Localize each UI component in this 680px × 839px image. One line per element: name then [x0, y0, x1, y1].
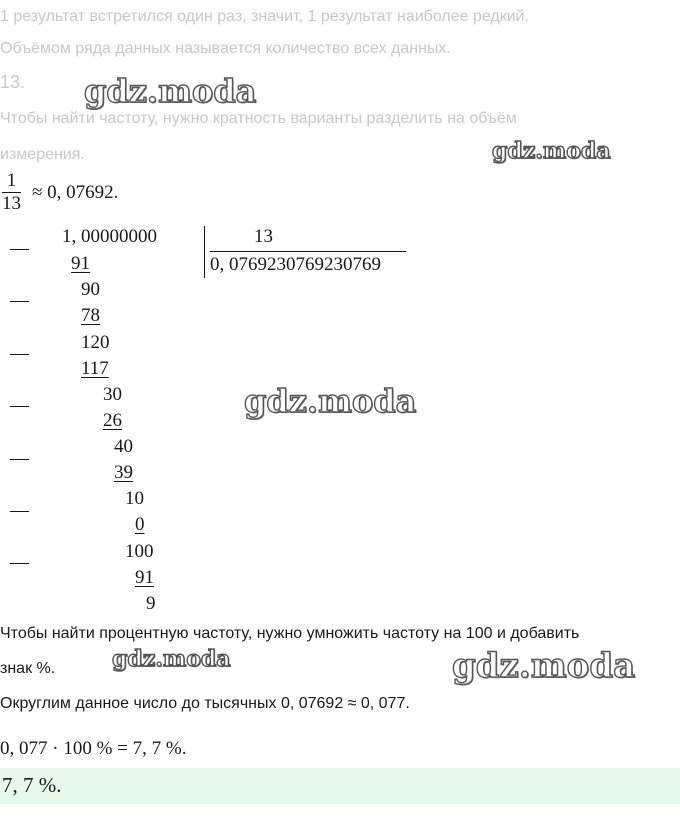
division-vertical-bar	[204, 226, 205, 278]
division-step: 90	[81, 279, 100, 300]
approx-value: ≈ 0, 07692.	[32, 182, 119, 203]
minus-sign-5: —	[10, 448, 29, 469]
task-number: 13.	[0, 72, 26, 92]
answer-value: 7, 7 %.	[2, 773, 62, 797]
division-step: 91	[71, 253, 90, 274]
division-step: 40	[114, 436, 133, 457]
division-step: 91	[135, 567, 154, 588]
division-step: 78	[81, 305, 100, 326]
division-step: 117	[81, 358, 109, 379]
division-quotient: 0, 0769230769230769	[210, 254, 381, 275]
division-step: 0	[135, 514, 145, 535]
division-step: 39	[114, 462, 133, 483]
watermark-logo: gdz.moda	[452, 646, 636, 686]
intro-line-1: 1 результат встретился один раз, значит, 1 результат наиболее редкий.	[0, 8, 530, 25]
watermark-logo: gdz.moda	[84, 72, 257, 110]
fraction-numerator: 1	[2, 170, 21, 193]
division-step: 100	[125, 541, 154, 562]
intro-line-4: измерения.	[0, 146, 85, 163]
division-step: 10	[125, 488, 144, 509]
intro-line-3: Чтобы найти частоту, нужно кратность варианты разделить на объём	[0, 110, 517, 127]
division-step: 120	[81, 332, 110, 353]
minus-sign-4: —	[10, 395, 29, 416]
division-step: 9	[146, 593, 156, 614]
rounding-line: Округлим данное число до тысячных 0, 07692 ≈ 0, 077.	[0, 695, 410, 712]
minus-sign-2: —	[10, 290, 29, 311]
minus-sign-6: —	[10, 500, 29, 521]
minus-sign-7: —	[10, 552, 29, 573]
division-horizontal-bar	[210, 251, 406, 252]
fraction-1-13	[2, 170, 21, 215]
watermark-logo: gdz.moda	[492, 138, 611, 164]
watermark-logo: gdz.moda	[112, 646, 231, 672]
division-divisor: 13	[254, 226, 273, 247]
intro-line-2: Объёмом ряда данных называется количество всех данных.	[0, 40, 451, 57]
division-step: 30	[103, 384, 122, 405]
minus-sign-3: —	[10, 343, 29, 364]
answer-highlight	[0, 768, 680, 804]
fraction-denominator: 13	[2, 193, 21, 214]
percent-explanation-line-2: знак %.	[0, 660, 56, 677]
percent-explanation-line-1: Чтобы найти процентную частоту, нужно умножить частоту на 100 и добавить	[0, 625, 580, 642]
watermark-logo: gdz.moda	[244, 382, 417, 420]
division-dividend: 1, 00000000	[62, 226, 157, 247]
division-step: 26	[103, 410, 122, 431]
calculation-line: 0, 077 · 100 % = 7, 7 %.	[0, 738, 187, 759]
minus-sign-1: —	[10, 238, 29, 259]
